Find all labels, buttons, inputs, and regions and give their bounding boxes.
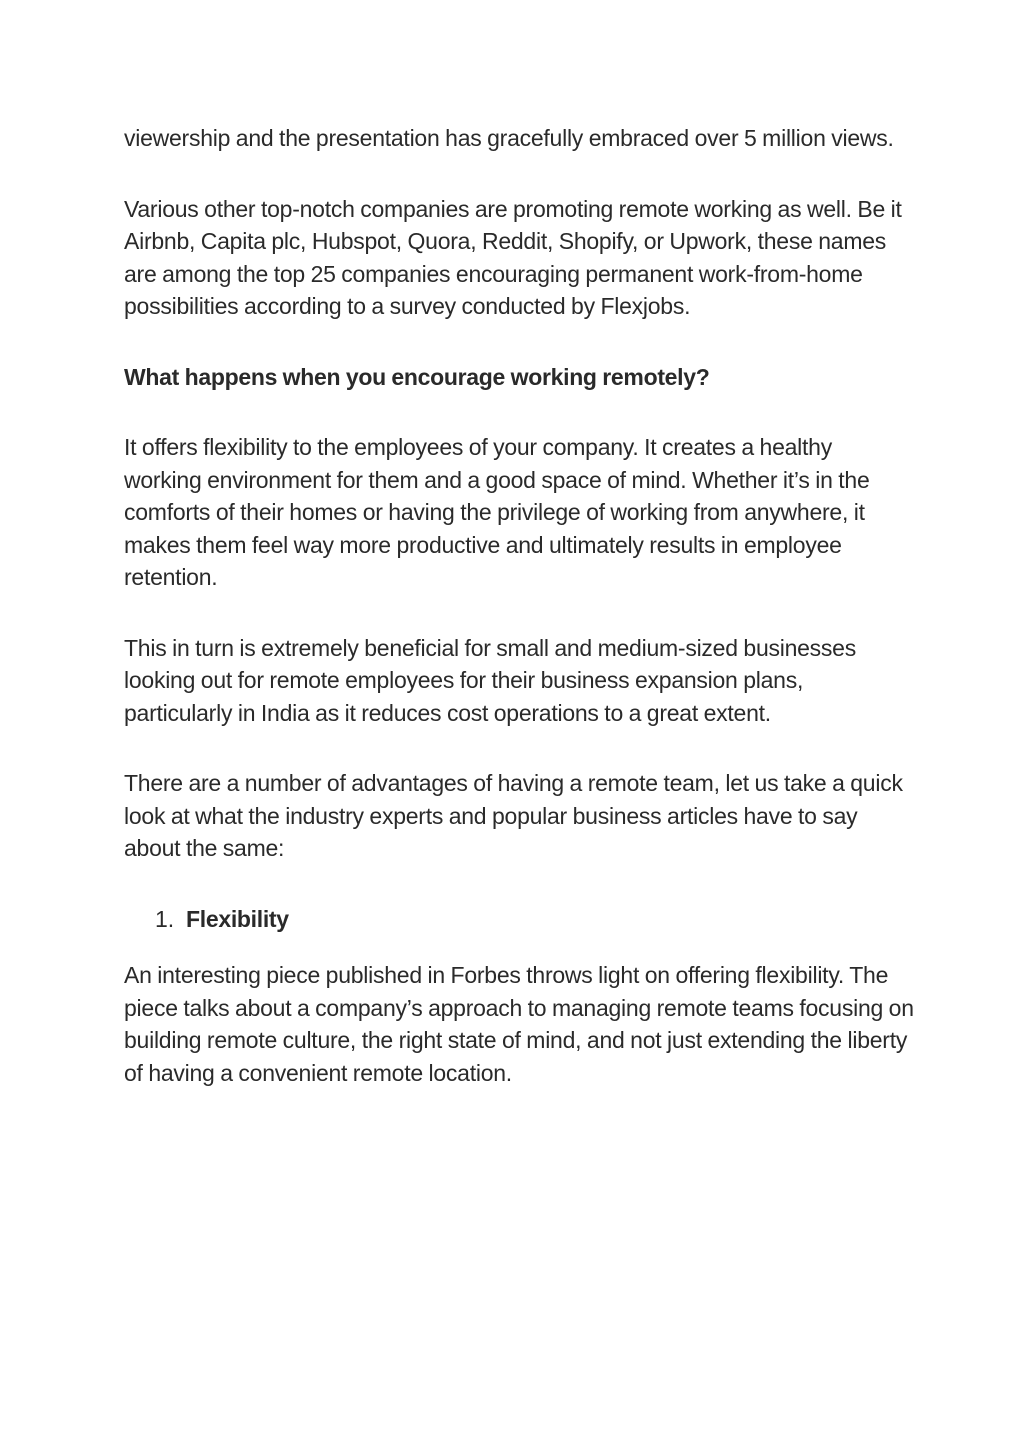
paragraph-forbes: An interesting piece published in Forbes throws light on offering flexibility. The piece talks about a company’s approach to managing remote teams focusing on building remote culture, the right state of mind, and not just extending the liberty of having a convenient remote location.: [124, 962, 914, 1086]
paragraph-viewership: viewership and the presentation has gracefully embraced over 5 million views.: [124, 125, 894, 151]
section-heading: What happens when you encourage working remotely?: [124, 363, 710, 390]
paragraph-advantages-intro: There are a number of advantages of having a remote team, let us take a quick look at what the industry experts and popular business articles have to say about the same:: [124, 770, 903, 861]
list-marker: 1.: [155, 905, 175, 932]
paragraph-flexibility-benefits: It offers flexibility to the employees of your company. It creates a healthy working environment for them and a good space of mind. Whether it’s in the comforts of their homes or having the privilege of working from anywhere, it makes them feel way more productive and ultimately results in employee retention.: [124, 434, 870, 590]
paragraph-business-benefits: This in turn is extremely beneficial for small and medium-sized businesses looking out for remote employees for their business expansion plans, particularly in India as it reduces cost operations to a great extent.: [124, 634, 856, 726]
list-item: [124, 903, 914, 936]
paragraph-companies: Various other top-notch companies are promoting remote working as well. Be it Airbnb, Capita plc, Hubspot, Quora, Reddit, Shopify, or Upwork, these names are among the top 25 companies encouraging permanent work-from-home possibilities according to a survey conducted by Flexjobs.: [124, 195, 902, 319]
document-page: [124, 122, 914, 1127]
list-item-label: Flexibility: [186, 905, 289, 932]
